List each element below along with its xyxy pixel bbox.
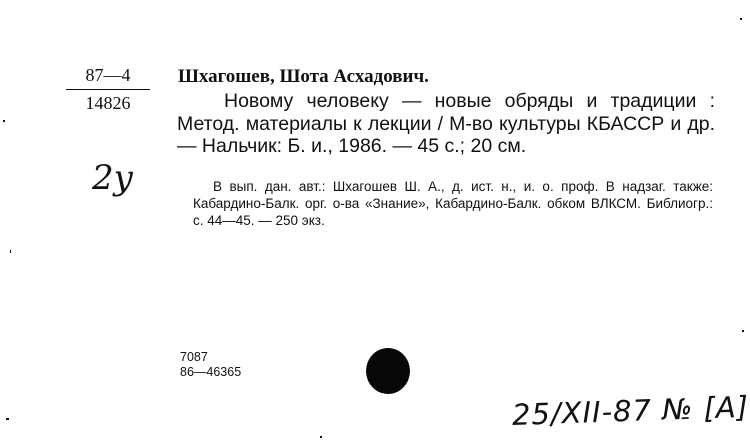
bibliographic-notes: В вып. дан. авт.: Шхагошев Ш. А., д. ист. н., и. о. проф. В надзаг. также: Кабардино-Балк. орг. о-ва «Знание», Кабардино-Балк. обком ВЛКСМ. Библиогр.: с. 44—45. — 250 экз. bbox=[193, 179, 713, 228]
handwritten-date: 25/XII-87 № [A] bbox=[511, 389, 750, 432]
scan-speck bbox=[742, 330, 744, 332]
inventory-number: 14826 bbox=[85, 93, 131, 113]
scan-speck bbox=[320, 436, 322, 438]
scan-speck bbox=[6, 418, 9, 420]
handwritten-mark: 2у bbox=[92, 158, 134, 198]
scan-speck bbox=[740, 18, 742, 20]
card-number-top: 7087 bbox=[180, 350, 208, 364]
bibliographic-description: Новому человеку — новые обряды и традиции : Метод. материалы к лекции / М-во культуры КБАССР и др. — Нальчик: Б. и., 1986. — 45 с.; 20 см. bbox=[177, 90, 715, 157]
card-number-bottom: 86—46365 bbox=[180, 365, 242, 379]
shelf-code: 87—4 bbox=[85, 65, 131, 85]
card-punch-hole bbox=[366, 348, 410, 394]
shelf-code-divider bbox=[66, 89, 150, 90]
scan-speck bbox=[10, 250, 11, 253]
scan-speck bbox=[3, 120, 5, 122]
author-heading: Шхагошев, Шота Асхадович. bbox=[178, 66, 429, 87]
